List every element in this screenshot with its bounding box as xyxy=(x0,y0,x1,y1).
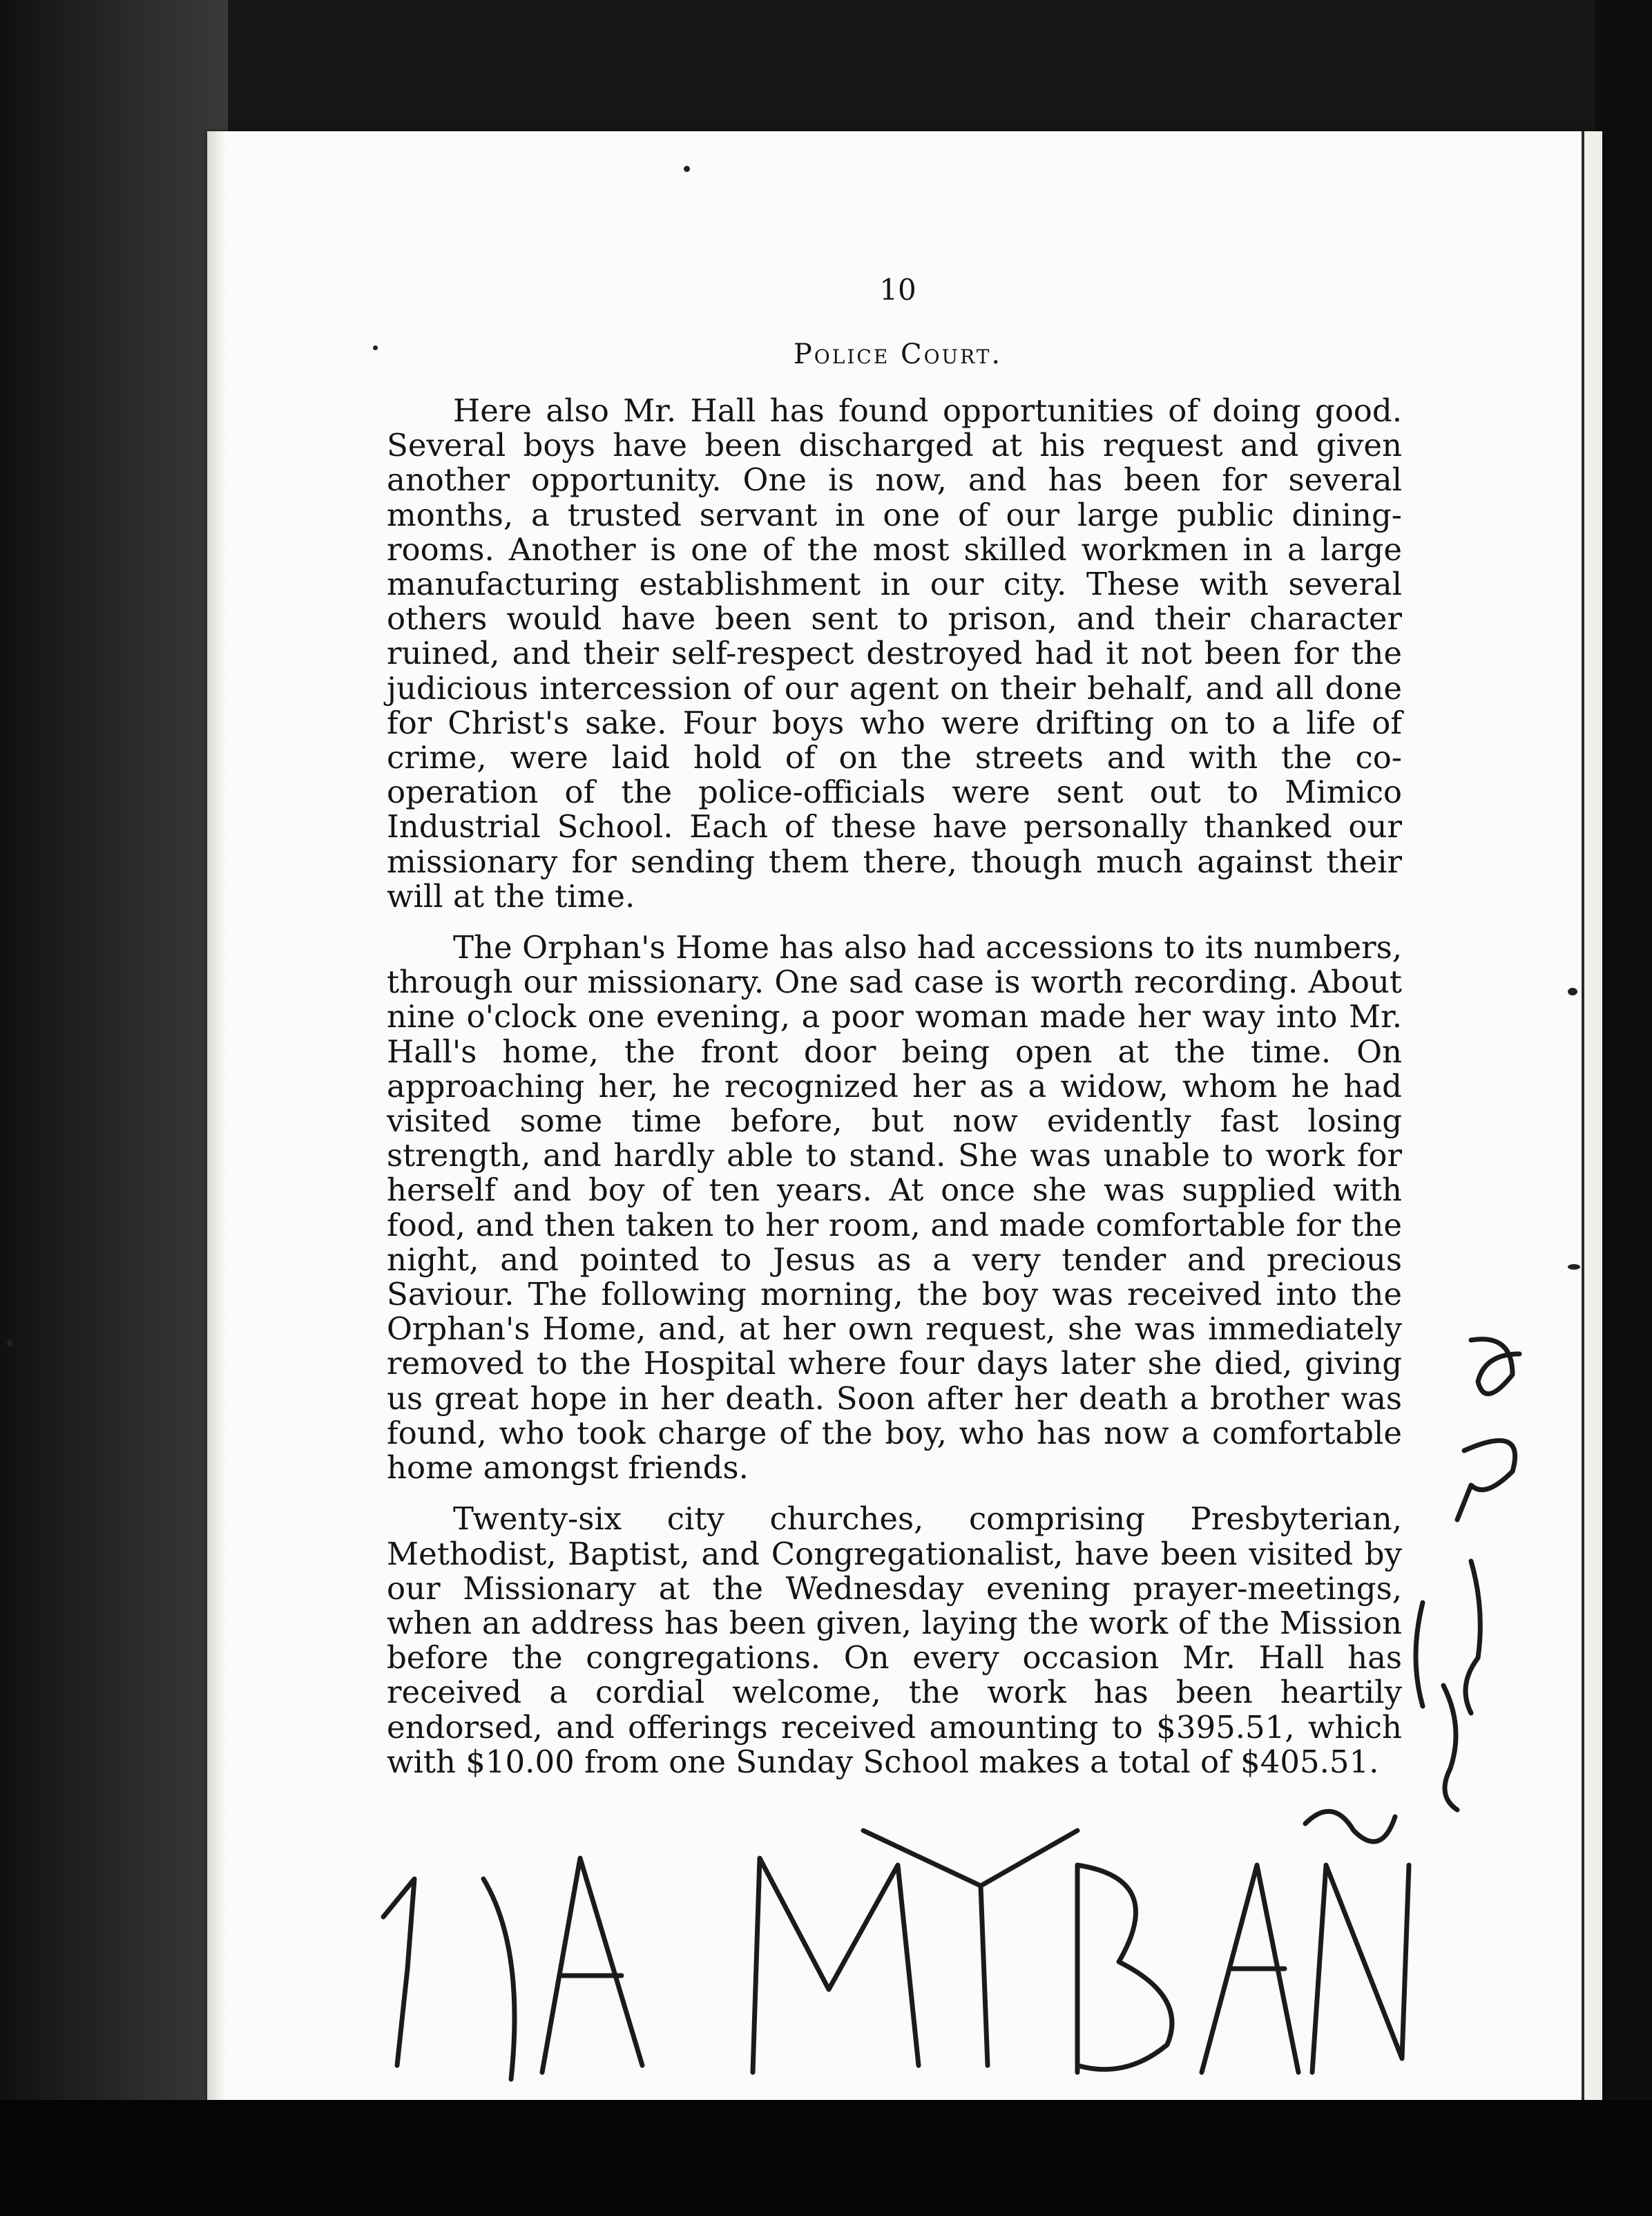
paragraph-orphans-home: The Orphan's Home has also had accessions to its numbers, through our missionary. One sad case is worth recording. About nine o'clock one evening, a poor woman made her way into Mr. Hall's home, the front door being open at the time. On approaching her, he recognized her as a widow, whom he had visited some time before, but now evidently fast losing strength, and hardly able to stand. She was unable to work for herself and boy of ten years. At once she was supplied with food, and then taken to her room, and made comfortable for the night, and pointed to Jesus as a very tender and precious Saviour. The following morning, the boy was received into the Orphan's Home, and, at her own request, she was immediately removed to the Hospital where four days later she died, giving us great hope in her death. Soon after her death a brother was found, who took charge of the boy, who has now a comfortable home amongst friends. xyxy=(387,929,1402,1487)
section-heading: Police Court. xyxy=(793,338,1003,370)
scan-bottom-strip xyxy=(0,2100,1652,2216)
stray-mark xyxy=(373,345,378,350)
scan-background-left xyxy=(0,0,228,2216)
stray-mark xyxy=(7,1340,13,1346)
stray-mark xyxy=(1568,988,1577,995)
page-edge-shadow xyxy=(207,131,227,2107)
paragraph-churches: Twenty-six city churches, comprising Presbyterian, Methodist, Baptist, and Congregationalist, have been visited by our Missionary at the Wednesday evening prayer-meetings, when an address has been given, laying the work of the Mission before the congregations. On every occasion Mr. Hall has received a cordial welcome, the work has been heartily endorsed, and offerings received amounting to $395.51, which with $10.00 from one Sunday School makes a total of $405.51. xyxy=(387,1500,1402,1780)
facing-page-edge xyxy=(1584,131,1602,2107)
scan-background-right xyxy=(1595,0,1652,2216)
page-number: 10 xyxy=(879,273,916,307)
body-text xyxy=(387,394,1402,1796)
stray-mark xyxy=(1568,1264,1580,1270)
stray-mark xyxy=(684,166,690,172)
paragraph-police-court: Here also Mr. Hall has found opportunities of doing good. Several boys have been discharged at his request and given another opportunity. One is now, and has been for several months, a trusted servant in one of our large public dining-rooms. Another is one of the most skilled workmen in a large manufacturing establishment in our city. These with several others would have been sent to prison, and their character ruined, and their self-respect destroyed had it not been for the judicious intercession of our agent on their behalf, and all done for Christ's sake. Four boys who were drifting on to a life of crime, were laid hold of on the streets and with the co-operation of the police-officials were sent out to Mimico Industrial School. Each of these have personally thanked our missionary for sending them there, though much against their will at the time. xyxy=(387,392,1402,915)
